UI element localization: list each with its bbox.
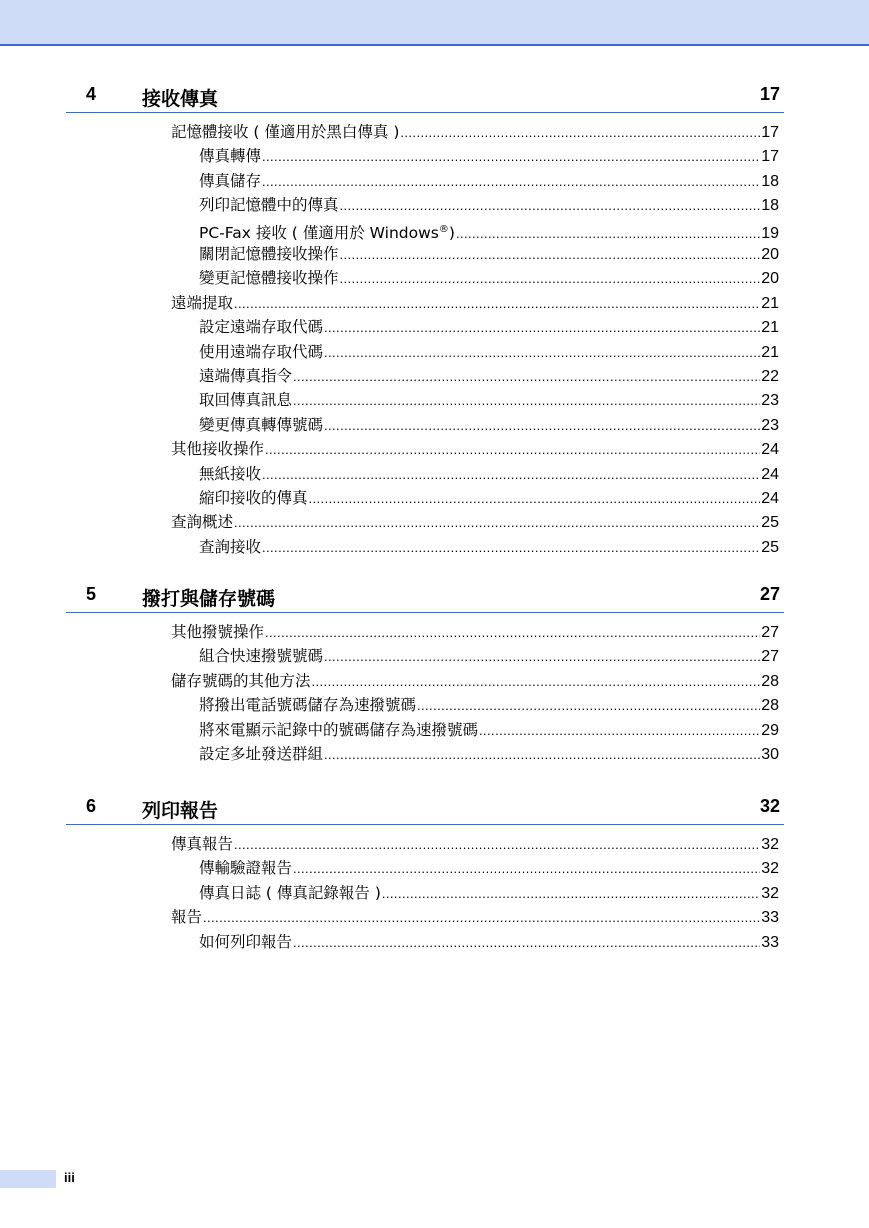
toc-entry-page: 24: [761, 465, 779, 483]
dot-leader: [293, 366, 760, 388]
toc-entry-page: 20: [761, 270, 779, 288]
toc-entry-page: 32: [761, 884, 779, 902]
toc-entry-page: 18: [761, 172, 779, 190]
dot-leader: [265, 439, 760, 461]
toc-entry-page: 29: [761, 721, 779, 739]
dot-leader: [234, 293, 760, 315]
toc-entry-page: 25: [761, 538, 779, 556]
dot-leader: [293, 858, 760, 880]
toc-entry-page: 21: [761, 343, 779, 361]
toc-entry-page: 33: [761, 933, 779, 951]
toc-entry-text: 列印記憶體中的傳真: [199, 196, 339, 215]
toc-entry-text: 遠端傳真指令: [199, 367, 293, 385]
chapter-number: 4: [86, 84, 97, 104]
toc-entry[interactable]: [199, 463, 779, 485]
dot-leader: [340, 268, 761, 290]
chapter-title: 列印報告: [142, 800, 219, 822]
toc-entry-text: 其他撥號操作: [171, 623, 265, 641]
toc-entry-label: [171, 906, 202, 928]
chapter-page: 32: [759, 796, 780, 816]
toc-entry-page: 28: [761, 672, 779, 690]
toc-entry[interactable]: [199, 219, 779, 241]
dot-leader: [262, 146, 760, 168]
toc-entry[interactable]: [199, 414, 779, 436]
toc-entry-label: [171, 670, 311, 692]
toc-entry-text: 取回傳真訊息: [199, 391, 293, 410]
dot-leader: [324, 744, 760, 766]
chapter-heading: [66, 84, 784, 113]
toc-entry[interactable]: [171, 438, 779, 460]
toc-entry-page: 19: [761, 224, 779, 242]
toc-entry[interactable]: [199, 719, 779, 741]
chapter-title: 撥打與儲存號碼: [142, 588, 276, 610]
toc-entry[interactable]: [199, 857, 779, 879]
dot-leader: [309, 488, 761, 510]
toc-entry-label: [199, 487, 308, 509]
toc-entry[interactable]: [171, 833, 779, 855]
toc-entry-text: 變更傳真轉傳號碼: [199, 415, 324, 434]
toc-entry-page: 25: [761, 514, 779, 532]
toc-entry-text: 使用遠端存取代碼: [199, 342, 324, 361]
toc-entry[interactable]: [199, 145, 779, 167]
chapter-heading: [66, 584, 784, 613]
toc-entry-text: 查詢概述: [171, 513, 234, 532]
toc-entry-text-suffix: ): [448, 223, 455, 242]
toc-entry-text: 記憶體接收 ( 僅適用於黑白傳真 ): [171, 123, 400, 141]
dot-leader: [203, 907, 760, 929]
page-number: iii: [64, 1170, 75, 1185]
dot-leader: [417, 695, 760, 717]
toc-entry-label: [171, 438, 264, 460]
toc-entry-page: 23: [761, 416, 779, 434]
dot-leader: [400, 122, 760, 144]
toc-entry[interactable]: [199, 743, 779, 765]
toc-entry[interactable]: [199, 389, 779, 411]
toc-entry[interactable]: [199, 267, 779, 289]
toc-entry-text: 變更記憶體接收操作: [199, 269, 339, 288]
toc-entry-page: 27: [761, 648, 779, 666]
toc-entry-text: 遠端提取: [171, 293, 234, 312]
toc-entry-text: 傳真日誌 ( 傳真記錄報告 ): [199, 883, 381, 902]
header-band: [0, 0, 869, 46]
toc-entry-label: [199, 414, 323, 436]
toc-entry-page: 32: [761, 836, 779, 853]
toc-entry[interactable]: [199, 170, 779, 192]
dot-leader: [324, 646, 760, 668]
toc-entry-label: [199, 694, 416, 716]
toc-entry[interactable]: [171, 511, 779, 533]
dot-leader: [234, 834, 760, 856]
toc-entry-text: PC-Fax 接收 ( 僅適用於 Windows: [199, 223, 439, 242]
toc-entry-label: [199, 267, 339, 289]
toc-entry[interactable]: [199, 487, 779, 509]
dot-leader: [479, 720, 760, 742]
dot-leader: [382, 883, 760, 905]
toc-entry-text: 組合快速撥號號碼: [199, 647, 324, 666]
toc-entry[interactable]: [199, 645, 779, 667]
toc-entry[interactable]: [199, 931, 779, 953]
toc-entry-text: 儲存號碼的其他方法: [171, 671, 311, 690]
toc-entry-page: 24: [761, 490, 779, 507]
dot-leader: [234, 512, 760, 534]
toc-entry-page: 30: [761, 746, 779, 763]
toc-entry[interactable]: [199, 536, 779, 558]
toc-entry-text: 傳真報告: [171, 835, 234, 853]
toc-entry-text: 關閉記憶體接收操作: [199, 245, 339, 263]
chapter-number: 5: [86, 584, 97, 604]
toc-entry-label: [199, 536, 261, 558]
toc-entry-page: 21: [761, 319, 779, 337]
toc-entry-page: 22: [761, 368, 779, 385]
dot-leader: [324, 342, 760, 364]
toc-entry-page: 23: [761, 392, 779, 410]
toc-entry[interactable]: [171, 121, 779, 143]
toc-entry-label: [171, 121, 399, 143]
dot-leader: [312, 671, 761, 693]
toc-entry-text: 傳輸驗證報告: [199, 859, 293, 878]
toc-entry-text: 將來電顯示記錄中的號碼儲存為速撥號碼: [199, 720, 479, 739]
toc-entry[interactable]: [171, 906, 779, 928]
toc-entry-label: [199, 316, 323, 338]
toc-entry-label: [199, 170, 261, 192]
toc-entry-page: 28: [761, 697, 779, 715]
toc-entry-label: [171, 511, 233, 533]
footer-band: [0, 1170, 56, 1188]
toc-entry-label: [199, 463, 261, 485]
toc-entry-page: 32: [761, 860, 779, 878]
toc-entry-label: [199, 219, 455, 244]
chapter-number: 6: [86, 796, 97, 816]
toc-entry-page: 18: [761, 197, 779, 215]
dot-leader: [262, 537, 760, 559]
toc-entry-label: [199, 194, 339, 216]
toc-entry[interactable]: [199, 882, 779, 904]
toc-entry-page: 20: [761, 246, 779, 263]
toc-entry-label: [199, 719, 478, 741]
toc-entry-text: 縮印接收的傳真: [199, 489, 308, 507]
dot-leader: [262, 171, 760, 193]
toc-entry[interactable]: [199, 341, 779, 363]
dot-leader: [293, 932, 760, 954]
toc-entry-text: 將撥出電話號碼儲存為速撥號碼: [199, 696, 417, 715]
toc-entry-label: [199, 857, 292, 879]
dot-leader: [340, 244, 761, 266]
dot-leader: [293, 390, 760, 412]
toc-entry-text: 設定多址發送群組: [199, 745, 324, 763]
dot-leader: [324, 415, 760, 437]
toc-entry-text: 傳真儲存: [199, 171, 262, 190]
chapter-title: 接收傳真: [142, 88, 219, 110]
toc-entry[interactable]: [171, 621, 779, 643]
toc-entry-label: [199, 365, 292, 387]
toc-entry[interactable]: [171, 670, 779, 692]
toc-entry-label: [171, 292, 233, 314]
toc-entry-label: [199, 743, 323, 765]
toc-entry[interactable]: [171, 292, 779, 314]
toc-entry-text: 傳真轉傳: [199, 147, 262, 166]
toc-entry[interactable]: [199, 365, 779, 387]
dot-leader: [340, 195, 761, 217]
toc-entry-label: [199, 243, 339, 265]
toc-entry[interactable]: [199, 694, 779, 716]
toc-entry-label: [199, 931, 292, 953]
toc-entry-page: 21: [761, 294, 779, 312]
toc-entry-text: 無紙接收: [199, 464, 262, 483]
toc-entry-label: [199, 145, 261, 167]
toc-entry-label: [199, 882, 381, 904]
toc-entry-text: 設定遠端存取代碼: [199, 318, 324, 337]
toc-entry[interactable]: [199, 194, 779, 216]
toc-entry-text: 其他接收操作: [171, 440, 265, 459]
toc-entry-page: 27: [761, 624, 779, 641]
dot-leader: [265, 622, 760, 644]
toc-entry-label: [199, 341, 323, 363]
chapter-page: 17: [759, 84, 780, 104]
dot-leader: [324, 317, 760, 339]
toc-entry-label: [199, 645, 323, 667]
dot-leader: [262, 464, 760, 486]
registered-mark: ®: [438, 223, 449, 235]
toc-entry-page: 17: [761, 148, 779, 166]
toc-entry-text: 如何列印報告: [199, 932, 293, 951]
toc-entry-label: [171, 621, 264, 643]
toc-entry-text: 查詢接收: [199, 537, 262, 556]
toc-entry-page: 17: [761, 124, 779, 141]
toc-entry-page: 24: [761, 441, 779, 459]
toc-entry-text: 報告: [171, 908, 203, 927]
dot-leader: [456, 223, 760, 245]
toc-entry-label: [171, 833, 233, 855]
chapter-heading: [66, 796, 784, 825]
toc-entry-label: [199, 389, 292, 411]
toc-entry[interactable]: [199, 316, 779, 338]
chapter-page: 27: [759, 584, 780, 604]
toc-entry-page: 33: [761, 909, 779, 927]
toc-entry[interactable]: [199, 243, 779, 265]
